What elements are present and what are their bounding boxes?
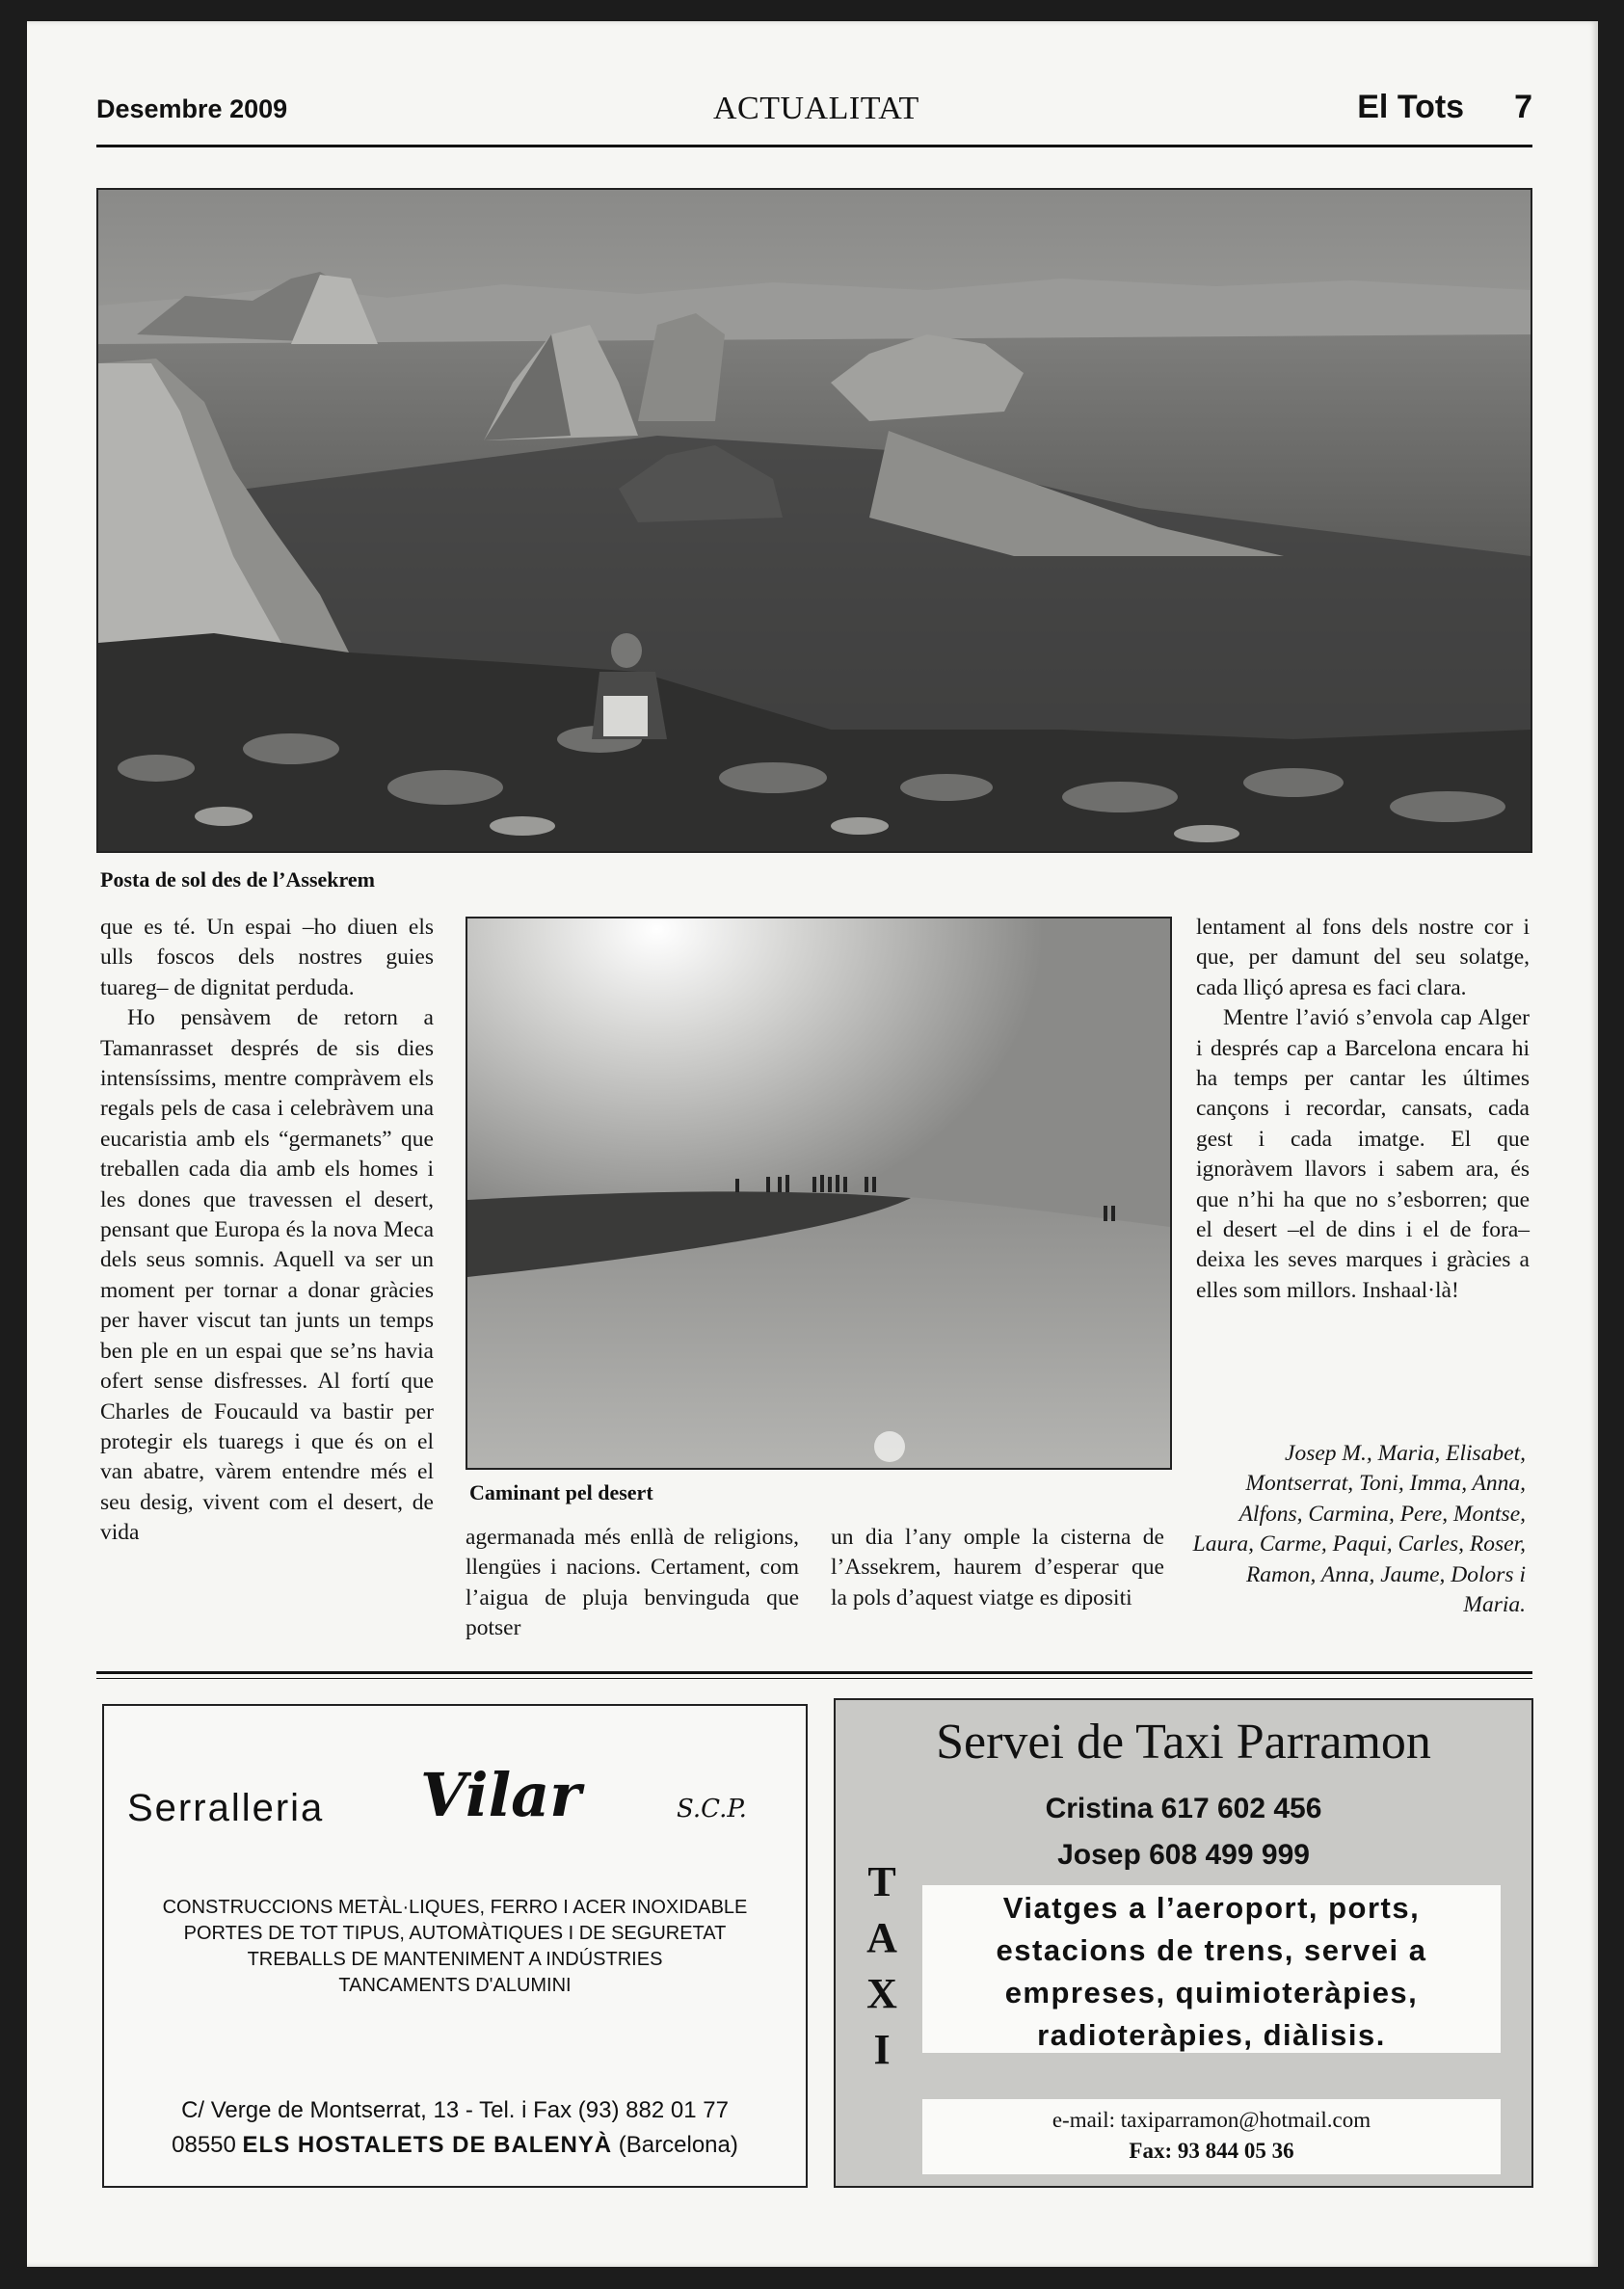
publication-name: El Tots (1357, 89, 1465, 125)
taxi-letter: I (873, 2026, 891, 2073)
taxi-email: e-mail: taxiparramon@hotmail.com (1052, 2108, 1371, 2132)
page-header (96, 89, 1532, 135)
paragraph: agermanada més enllà de religions, llengües i nacions. Certament, com l’aigua de pluja benvinguda que potser (466, 1525, 799, 1641)
taxi-phone-cristina: Cristina 617 602 456 (1045, 1793, 1322, 1824)
publication-title (1357, 89, 1532, 126)
paragraph: Mentre l’avió s’envola cap Alger i després cap a Barcelona encara hi ha temps per cantar les últimes cançons i recordar, cansats, cada gest i cada imatge. El que ignoràvem llavors i sabem ara, és que n’hi ha que no s’esborren; que el desert –el de dins i el de fora– deixa les seves marques i gràcies a elles som millors. Inshaal·là! (1196, 1005, 1530, 1303)
page-number: 7 (1514, 89, 1532, 125)
taxi-vertical-word (863, 1854, 901, 2078)
issue-date: Desembre 2009 (96, 94, 288, 123)
article-column-3 (831, 1523, 1164, 1613)
taxi-letter: A (866, 1914, 897, 1961)
main-photo-assekrem (96, 188, 1532, 853)
ads-rule-top (96, 1671, 1532, 1674)
address-line-2 (104, 2128, 806, 2163)
article-column-1 (100, 913, 434, 1549)
address-line: C/ Verge de Montserrat, 13 - Tel. i Fax (93) 882 01 77 (181, 2097, 729, 2123)
taxi-letter: T (867, 1858, 896, 1905)
desert-walk-photo (466, 917, 1172, 1470)
service-line: empreses, quimioteràpies, (1004, 1976, 1419, 2010)
ad-taxi-title: Servei de Taxi Parramon (936, 1715, 1431, 1770)
article-column-4 (1196, 913, 1530, 1306)
service-line: TANCAMENTS D'ALUMINI (338, 1975, 572, 1996)
paragraph: lentament al fons dels nostre cor i que, per damunt del seu solatge, cada lliçó apresa es faci clara. (1196, 915, 1530, 1000)
service-line: CONSTRUCCIONS METÀL·LIQUES, FERRO I ACER INOXIDABLE (162, 1897, 748, 1918)
ad-vilar-brand: Vilar (420, 1760, 581, 1830)
ad-taxi-parramon (834, 1698, 1533, 2188)
ad-serralleria-vilar (102, 1704, 808, 2188)
service-line: PORTES DE TOT TIPUS, AUTOMÀTIQUES I DE SEGURETAT (183, 1923, 727, 1944)
taxi-phone-josep: Josep 608 499 999 (1057, 1839, 1310, 1871)
taxi-services-box (922, 1885, 1501, 2053)
province: (Barcelona) (618, 2132, 738, 2158)
paragraph: que es té. Un espai –ho diuen els ulls foscos dels nostres guies tuareg– de dignitat perduda. (100, 915, 434, 1000)
town: ELS HOSTALETS DE BALENYÀ (242, 2132, 613, 2158)
taxi-contact-box (922, 2099, 1501, 2174)
desert-photo-caption: Caminant pel desert (469, 1480, 653, 1504)
taxi-fax: Fax: 93 844 05 36 (1129, 2139, 1294, 2163)
article-column-2 (466, 1523, 799, 1644)
service-line: Viatges a l’aeroport, ports, (1002, 1891, 1421, 1925)
ad-vilar-title: Serralleria (127, 1787, 325, 1829)
service-line: estacions de trens, servei a (996, 1933, 1427, 1967)
ad-vilar-services (104, 1895, 806, 1999)
paragraph: Ho pensàvem de retorn a Tamanrasset després de sis dies intensíssims, mentre compràvem els regals pels de casa i celebràvem una eucaristia amb els “germanets” que treballen cada dia amb els homes i les dones que travessen el desert, pensant que Europa és la nova Meca dels seus somnis. Aquell va ser un moment per tornar a donar gràcies per haver viscut tan junts un temps ben ple en un espai que se’ns havia ofert sense disfresses. Al fortí que Charles de Foucauld va bastir per protegir els tuaregs i que és on el van abatre, vàrem entendre més el seu desig, vivent com el desert, de vida (100, 1005, 434, 1546)
ad-vilar-suffix: S.C.P. (677, 1795, 747, 1823)
service-line: TREBALLS DE MANTENIMENT A INDÚSTRIES (247, 1949, 663, 1970)
header-rule (96, 145, 1532, 147)
article-signature: Josep M., Maria, Elisabet, Montserrat, Toni, Imma, Anna, Alfons, Carmina, Pere, Montse, Laura, Carme, Paqui, Carles, Roser, Ramon, Anna, Jaume, Dolors i Maria. (1192, 1441, 1526, 1618)
main-photo-caption: Posta de sol des de l’Assekrem (100, 867, 375, 892)
taxi-letter: X (866, 1970, 897, 2017)
service-line: radioteràpies, diàlisis. (1037, 2018, 1386, 2052)
section-title: ACTUALITAT (713, 91, 919, 126)
paragraph: un dia l’any omple la cisterna de l’Assekrem, haurem d’esperar que la pols d’aquest viatge es dipositi (831, 1525, 1164, 1610)
ad-vilar-address (104, 2093, 806, 2163)
postcode: 08550 (172, 2132, 236, 2158)
ads-rule-thin (96, 1678, 1532, 1679)
